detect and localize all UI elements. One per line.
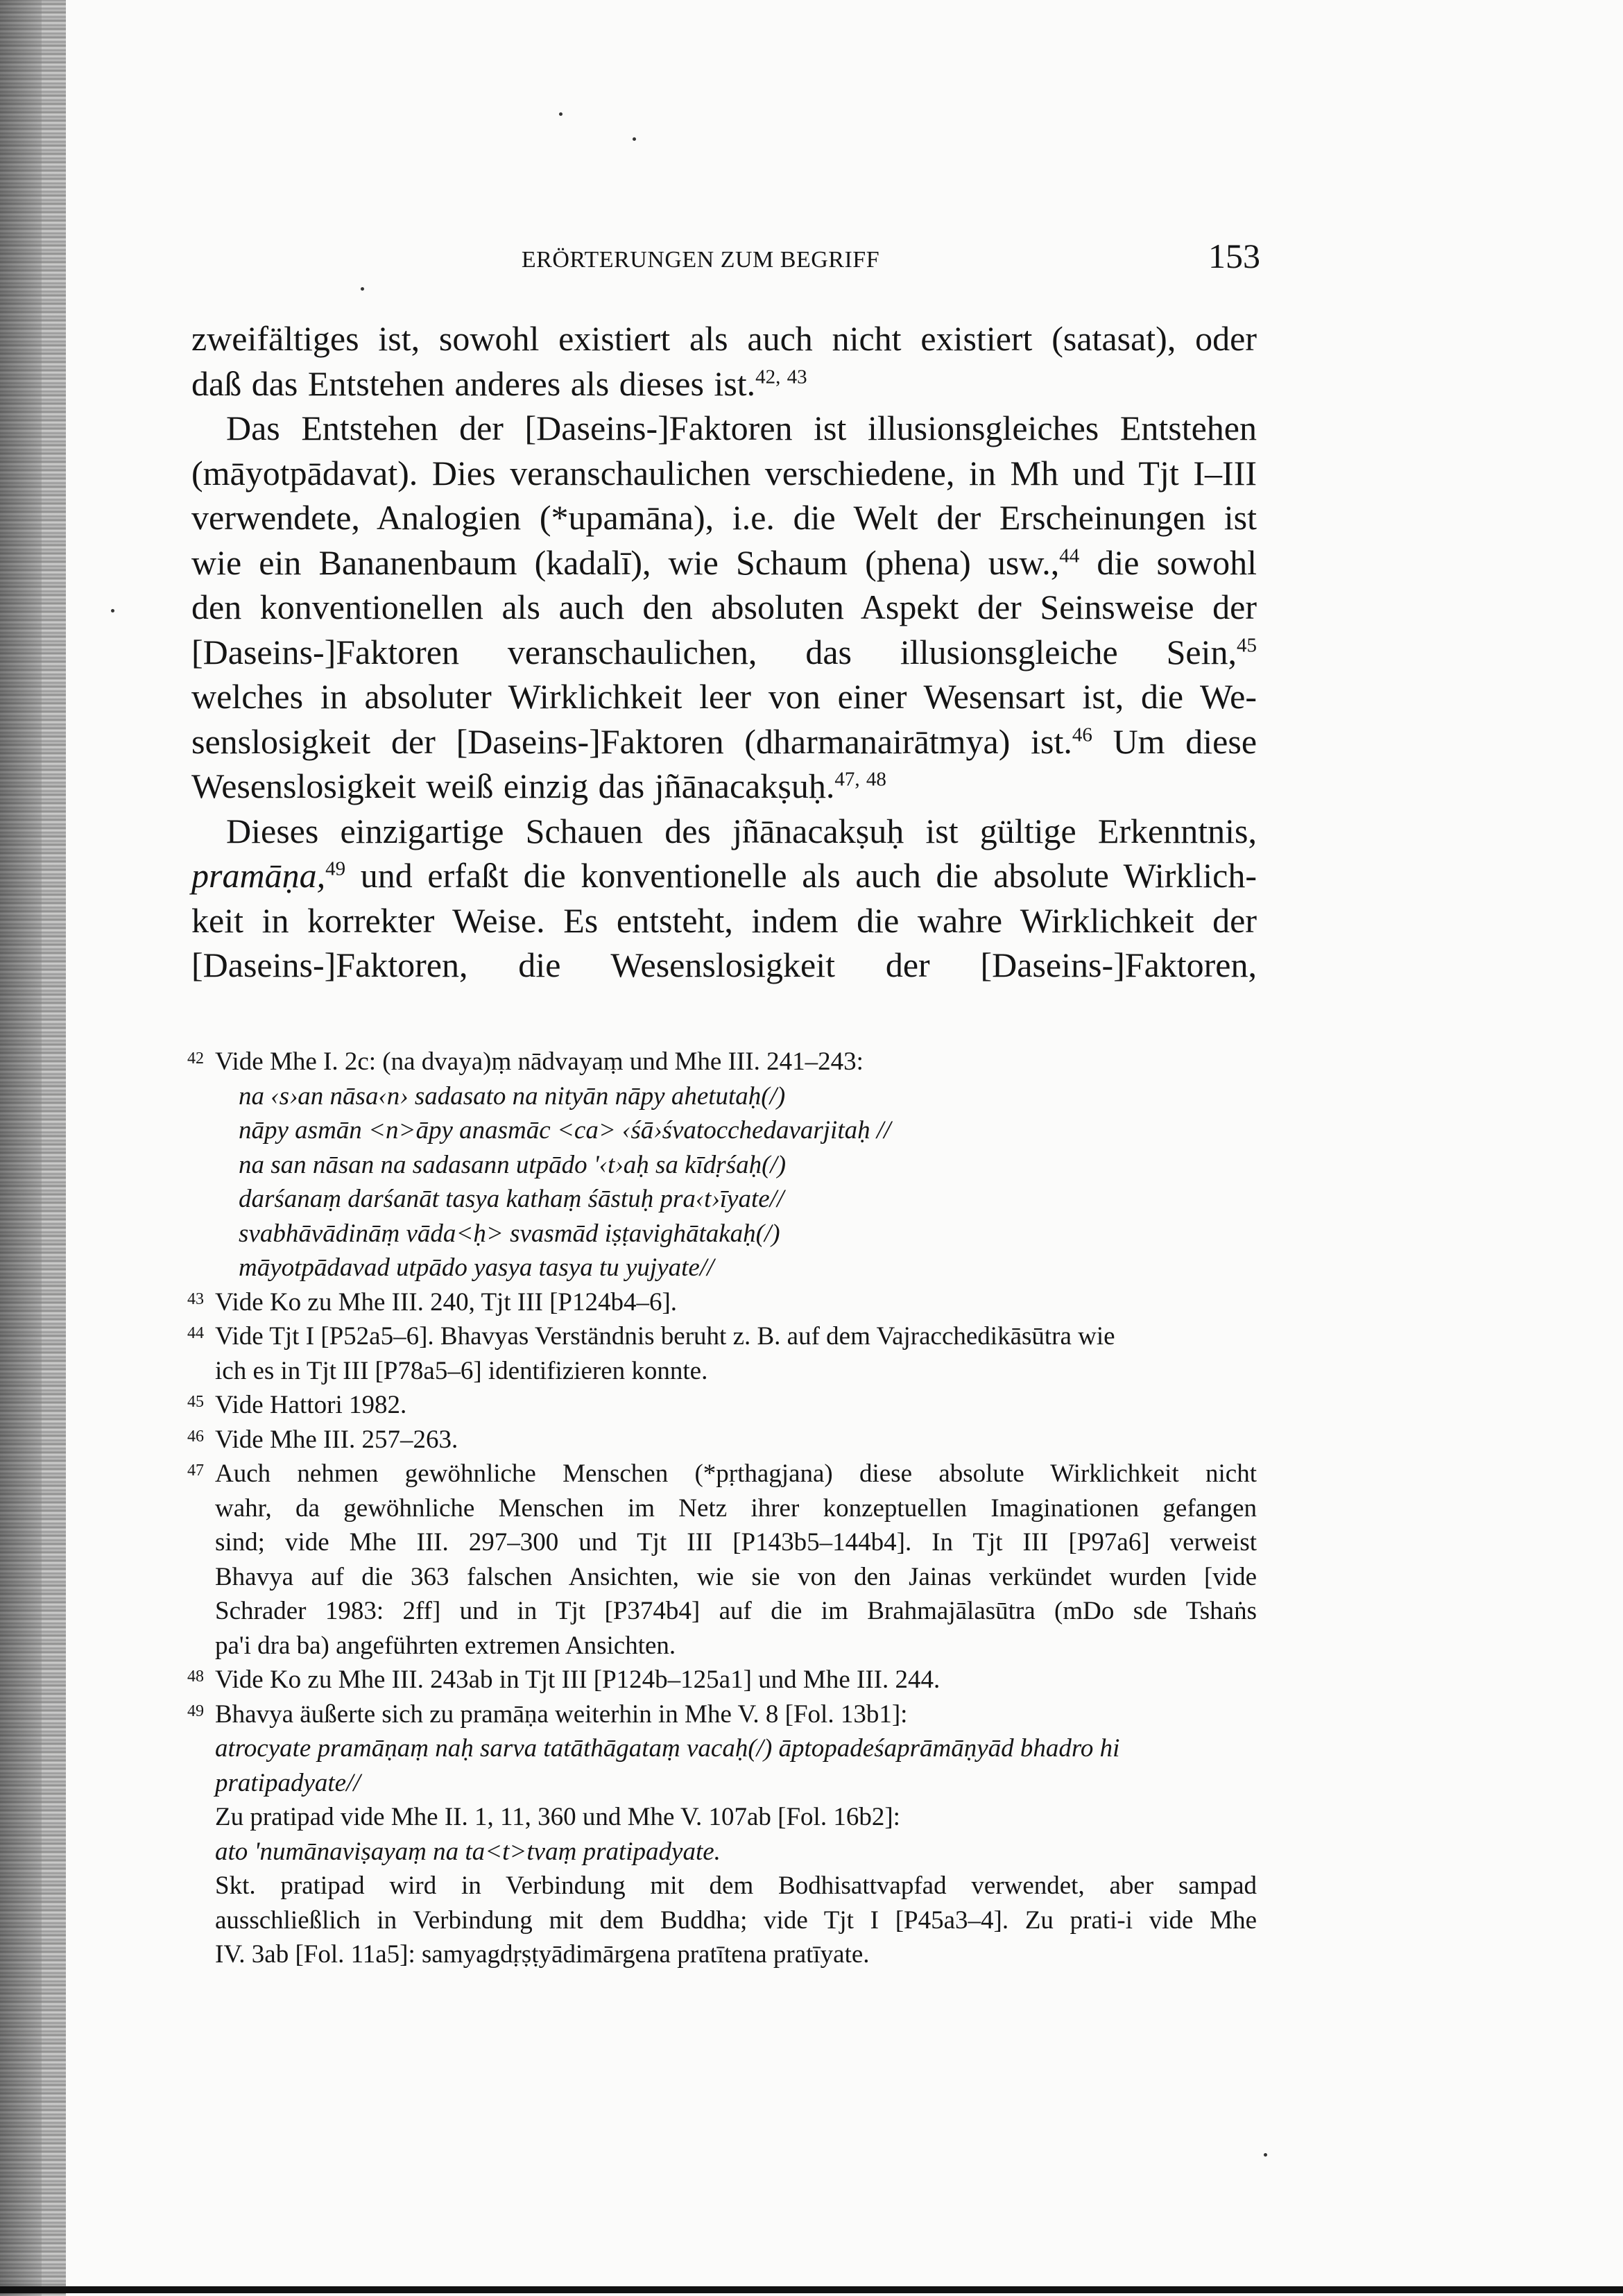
text-line: Dieses einzigartige Schauen des jñānacakṣuḥ ist gültige Erkenntnis, xyxy=(226,811,1257,850)
footnote-ref[interactable]: 49 xyxy=(325,857,346,880)
text-line: (māyotpādavat). Dies veranschaulichen verschiedene, in Mh und Tjt I–III xyxy=(191,453,1257,492)
footnote-line: pa'i dra ba) angeführten extremen Ansichten. xyxy=(215,1631,676,1660)
page-number: 153 xyxy=(1208,237,1260,275)
text-line-row xyxy=(191,674,1257,719)
text-line: daß das Entstehen anderes als dieses ist. xyxy=(191,363,756,403)
text-line: wie ein Bananenbaum (kadalī), wie Schaum (phena) usw., xyxy=(191,542,1060,582)
scan-speck xyxy=(633,137,636,141)
paragraph-1-end xyxy=(191,361,1257,406)
paragraph-3 xyxy=(191,809,1257,854)
verse-line: nāpy asmān <n>āpy anasmāc <ca> ‹śā›śvatocchedavarjitaḥ // xyxy=(239,1116,891,1145)
footnote-43 xyxy=(187,1285,1257,1320)
scan-speck xyxy=(559,112,563,116)
text-line: Das Entstehen der [Daseins-]Faktoren ist illusionsgleiches Entstehen xyxy=(226,409,1257,447)
footnote-line: wahr, da gewöhnliche Menschen im Netz ihrer konzeptuellen Imaginationen gefangen xyxy=(215,1493,1257,1523)
footnote-46 xyxy=(187,1423,1257,1457)
text-line: [Daseins-]Faktoren veranschaulichen, das illusionsgleiche Sein, xyxy=(191,632,1237,671)
text-line-row xyxy=(191,853,1257,898)
verse-line: svabhāvādināṃ vāda<ḥ> svasmād iṣṭavighātakaḥ(/) xyxy=(239,1219,780,1248)
footnote-line: Bhavya auf die 363 falschen Ansichten, wie sie von den Jainas verkündet wurden [vide xyxy=(215,1562,1257,1591)
footnote-line: Vide Ko zu Mhe III. 240, Tjt III [P124b4–6]. xyxy=(215,1287,678,1317)
footnote-44 xyxy=(187,1319,1257,1388)
text-line: senslosigkeit der [Daseins-]Faktoren (dharmanairātmya) ist. xyxy=(191,721,1072,761)
footnote-marker: 43 xyxy=(187,1290,204,1308)
text-line-row xyxy=(191,898,1257,943)
footnote-45 xyxy=(187,1388,1257,1423)
text-line: pramāṇa, xyxy=(191,856,326,895)
text-line: und erfaßt die konventionelle als auch die absolute Wirklich- xyxy=(345,856,1257,895)
footnote-line: Bhavya äußerte sich zu pramāṇa weiterhin in Mhe V. 8 [Fol. 13b1]: xyxy=(215,1699,908,1729)
running-head: ERÖRTERUNGEN ZUM BEGRIFF xyxy=(521,247,880,273)
footnote-line: Vide Mhe I. 2c: (na dvaya)ṃ nādvayaṃ und Mhe III. 241–243: xyxy=(215,1047,864,1076)
text-line: welches in absoluter Wirklichkeit leer von einer Wesensart ist, die We- xyxy=(191,677,1257,716)
text-line: zweifältiges ist, sowohl existiert als auch nicht existiert (satasat), oder xyxy=(191,319,1257,358)
text-line-row xyxy=(191,451,1257,496)
footnote-line: atrocyate pramāṇaṃ naḥ sarva tatāthāgataṃ vacaḥ(/) āptopadeśaprāmāṇyād bhadro hi xyxy=(215,1734,1120,1763)
text-line: Um diese xyxy=(1092,721,1257,761)
footnote-line: Auch nehmen gewöhnliche Menschen (*pṛthagjana) diese absolute Wirklichkeit nicht xyxy=(215,1459,1257,1488)
text-line-row xyxy=(191,719,1257,764)
footnote-ref[interactable]: 46 xyxy=(1072,723,1092,746)
paragraph-2 xyxy=(191,406,1257,451)
text-line: die sowohl xyxy=(1079,542,1257,582)
footnote-marker: 47 xyxy=(187,1462,204,1480)
main-text xyxy=(191,316,1257,988)
footnote-line: Vide Tjt I [P52a5–6]. Bhavyas Verständnis beruht z. B. auf dem Vajracchedikāsūtra wie xyxy=(215,1322,1115,1351)
text-line-row xyxy=(191,585,1257,630)
footnote-42 xyxy=(187,1045,1257,1285)
text-line: [Daseins-]Faktoren, die Wesenslosigkeit der [Daseins-]Faktoren, xyxy=(191,945,1257,984)
footnote-48 xyxy=(187,1663,1257,1697)
text-line-row xyxy=(191,764,1257,809)
scan-speck xyxy=(361,287,364,291)
footnote-line: Vide Ko zu Mhe III. 243ab in Tjt III [P124b–125a1] und Mhe III. 244. xyxy=(215,1665,941,1694)
scan-speck xyxy=(111,609,114,612)
footnote-line: pratipadyate// xyxy=(215,1768,361,1797)
footnote-ref[interactable]: 47, 48 xyxy=(834,768,886,791)
text-line: Wesenslosigkeit weiß einzig das jñānacakṣuḥ. xyxy=(191,766,835,805)
footnote-line: ich es in Tjt III [P78a5–6] identifizieren konnte. xyxy=(215,1356,708,1385)
footnote-ref[interactable]: 44 xyxy=(1059,544,1080,567)
footnote-line: Schrader 1983: 2ff] und in Tjt [P374b4] auf die im Brahmajālasūtra (mDo sde Tshaṅs xyxy=(215,1597,1257,1625)
footnote-line: IV. 3ab [Fol. 11a5]: samyagdṛṣṭyādimārgena pratītena pratīyate. xyxy=(215,1940,870,1969)
verse-line: māyotpādavad utpādo yasya tasya tu yujyate// xyxy=(239,1253,714,1282)
footnote-marker: 45 xyxy=(187,1393,204,1411)
footnote-marker: 48 xyxy=(187,1668,204,1686)
paragraph-1 xyxy=(191,316,1257,361)
footnote-marker: 44 xyxy=(187,1324,204,1342)
footnote-ref[interactable]: 45 xyxy=(1237,633,1257,656)
footnote-line: sind; vide Mhe III. 297–300 und Tjt III [P143b5–144b4]. In Tjt III [P97a6] verweist xyxy=(215,1528,1257,1557)
footnote-49 xyxy=(187,1697,1257,1972)
footnote-line: Skt. pratipad wird in Verbindung mit dem Bodhisattvapfad verwendet, aber sampad xyxy=(215,1871,1257,1900)
verse-line: na ‹s›an nāsa‹n› sadasato na nityān nāpy ahetutaḥ(/) xyxy=(239,1081,786,1111)
text-line: verwendete, Analogien (*upamāna), i.e. die Welt der Erscheinungen ist xyxy=(191,498,1257,537)
page-bottom-border xyxy=(0,2286,1623,2293)
footnote-marker: 42 xyxy=(187,1050,204,1068)
scan-speck xyxy=(1264,2153,1267,2157)
footnote-line: Vide Mhe III. 257–263. xyxy=(215,1425,458,1454)
footnotes xyxy=(187,1045,1257,1972)
footnote-line: Zu pratipad vide Mhe II. 1, 11, 360 und Mhe V. 107ab [Fol. 16b2]: xyxy=(215,1803,900,1831)
footnote-line: Vide Hattori 1982. xyxy=(215,1391,407,1419)
scan-edge-gradient xyxy=(0,0,42,2296)
text-line-row xyxy=(191,630,1257,675)
verse-line: na san nāsan na sadasann utpādo '‹t›aḥ sa kīdṛśaḥ(/) xyxy=(239,1150,787,1179)
footnote-ref[interactable]: 42, 43 xyxy=(755,365,807,388)
text-line-row xyxy=(191,495,1257,540)
text-line-row xyxy=(191,540,1257,585)
text-line: keit in korrekter Weise. Es entsteht, indem die wahre Wirklichkeit der xyxy=(191,900,1257,940)
verse-line: darśanaṃ darśanāt tasya kathaṃ śāstuḥ pra‹t›īyate// xyxy=(239,1185,784,1213)
footnote-line: ausschließlich in Verbindung mit dem Buddha; vide Tjt I [P45a3–4]. Zu prati-i vide Mhe xyxy=(215,1905,1257,1935)
footnote-marker: 46 xyxy=(187,1427,204,1446)
footnote-47 xyxy=(187,1457,1257,1663)
text-line-row xyxy=(191,943,1257,988)
footnote-line: ato 'numānaviṣayaṃ na ta<t>tvaṃ pratipadyate. xyxy=(215,1837,721,1866)
footnote-marker: 49 xyxy=(187,1702,204,1720)
text-line: den konventionellen als auch den absoluten Aspekt der Seinsweise der xyxy=(191,588,1257,626)
